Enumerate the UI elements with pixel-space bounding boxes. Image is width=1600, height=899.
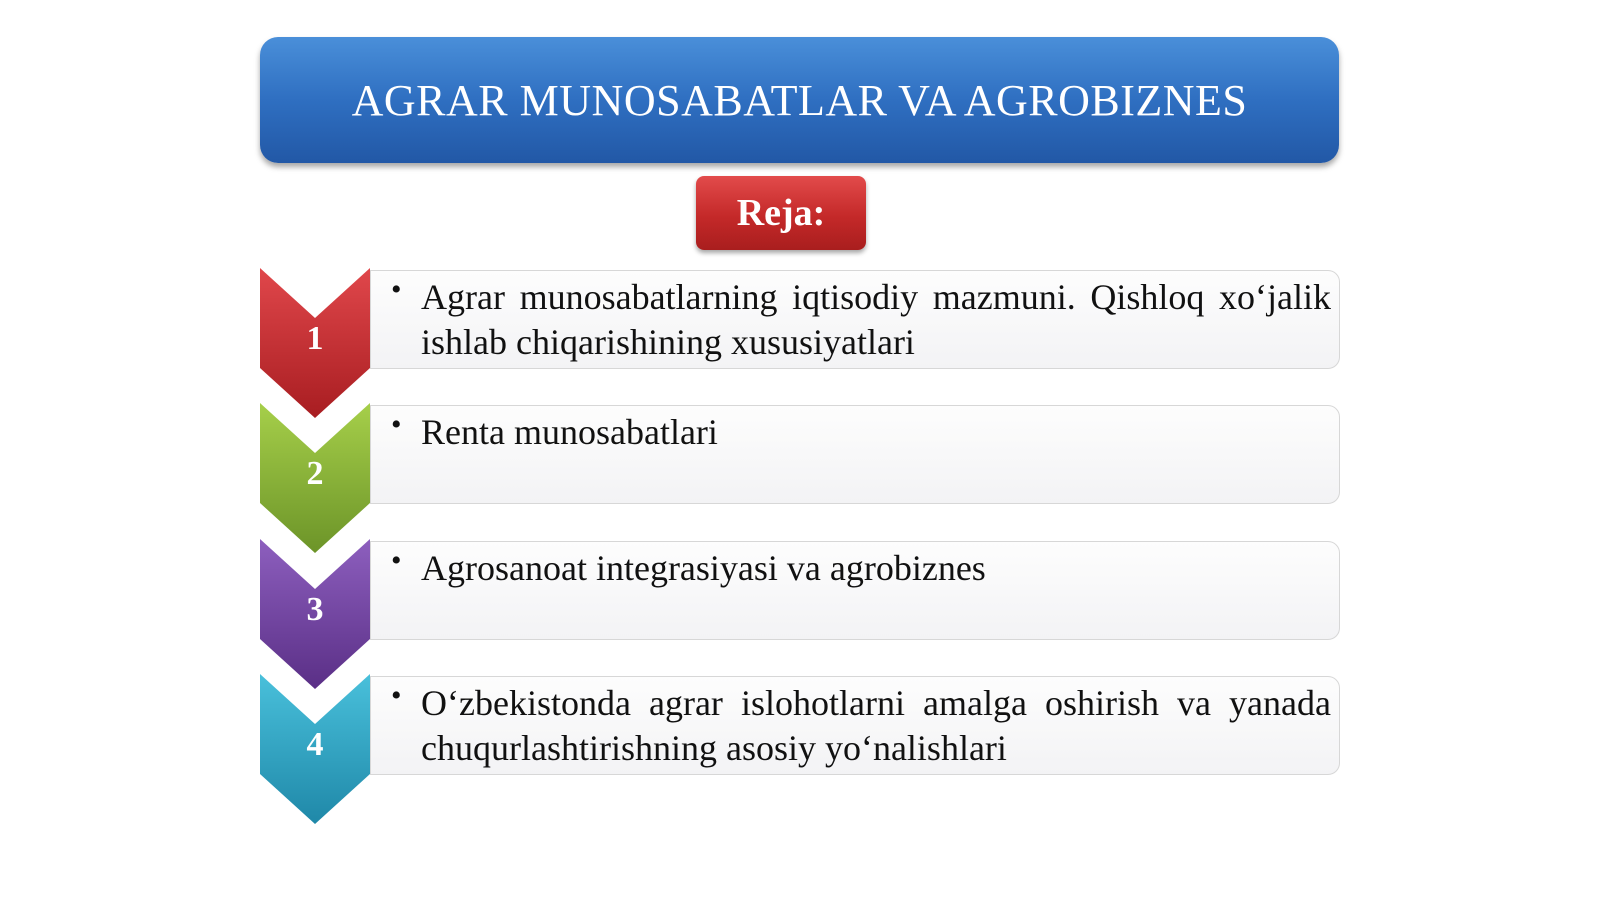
page-title: AGRAR MUNOSABATLAR VA AGROBIZNES <box>351 75 1248 125</box>
item-number: 1 <box>306 320 324 357</box>
title-banner <box>260 37 1339 163</box>
item-number: 2 <box>306 455 324 492</box>
item-number: 4 <box>306 726 324 763</box>
bullet: • <box>391 544 402 577</box>
item-box <box>370 541 1340 640</box>
item-number: 3 <box>306 591 324 628</box>
item-text: Renta munosabatlari <box>421 412 718 452</box>
reja-badge <box>696 176 866 250</box>
bullet: • <box>391 679 402 712</box>
item-box <box>370 270 1340 369</box>
item-text: Agrosanoat integrasiyasi va agrobiznes <box>421 548 986 588</box>
reja-label: Reja: <box>736 192 826 234</box>
bullet: • <box>391 408 402 441</box>
bullet: • <box>391 273 402 306</box>
item-text: Agrar munosabatlarning iqtisodiy mazmuni. Qishloq xo‘jalik ishlab chiqarishining xususiyatlari <box>421 277 1331 362</box>
item-box <box>370 676 1340 775</box>
item-text: O‘zbekistonda agrar islohotlarni amalga oshirish va yanada chuqurlashtirishning asosiy yo‘nalishlari <box>421 683 1331 768</box>
item-box <box>370 405 1340 504</box>
